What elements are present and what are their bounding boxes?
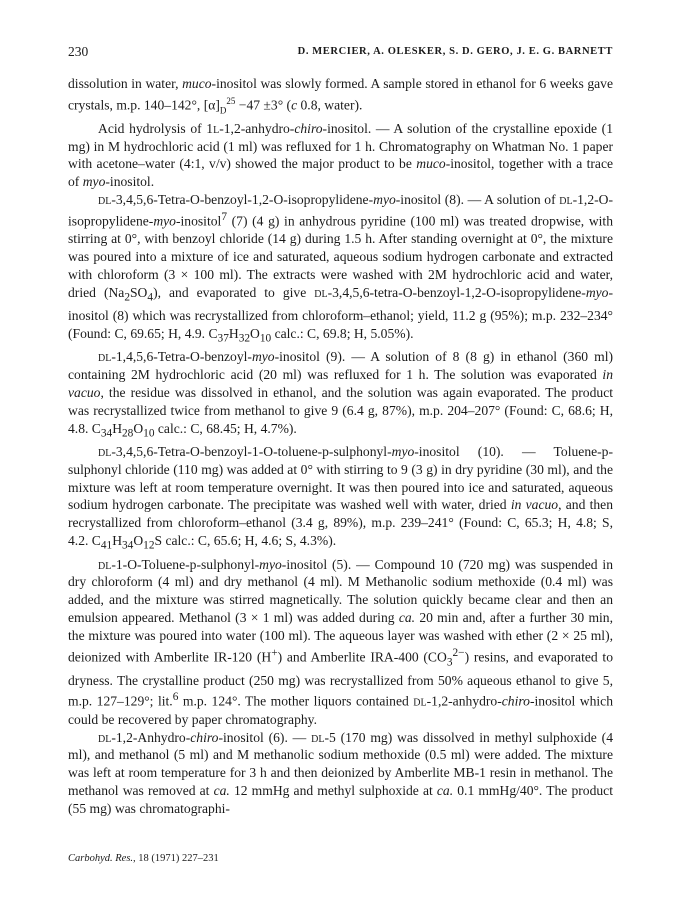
paragraph-6: dl-1-O-Toluene-p-sulphonyl-myo-inositol (5). — Compound 10 (720 mg) was suspended in dry chloroform (4 ml) and dry methanol (4 ml). M Methanolic sodium methoxide (0.4 ml) was added, and the mixture was stirred magnetically. The solution quickly became clear and then an emulsion appeared. Methanol (3 × 1 ml) was added during ca. 20 min and, after a further 30 min, the mixture was poured into water (100 ml). The aqueous layer was washed with ether (2 × 25 ml), deionized with Amberlite IR-120 (H+) and Amberlite IRA-400 $(CO_3^{2-})$ resins, and evaporated to dryness. The crystalline product (250 mg) was recrystallized from 50% aqueous ethanol to give 5, m.p. 127–129°; lit.$^6$ m.p. 124°. The mother liquors contained dl-1,2-anhydro-chiro-inositol which could be recovered by paper chromatography. bbox=[68, 556, 614, 727]
running-head: D. MERCIER, A. OLESKER, S. D. GERO, J. E. G. BARNETT bbox=[297, 46, 613, 57]
paragraph-2: Acid hydrolysis of 1l-1,2-anhydro-chiro-inositol. — A solution of the crystalline epoxide (1 mg) in M hydrochloric acid (1 ml) was refluxed for 1 h. Chromatography on Whatman No. 1 paper with acetone–water (4:1, v/v) showed the major product to be muco-inositol, together with a trace of myo-inositol. bbox=[68, 120, 614, 190]
paragraph-3: dl-3,4,5,6-Tetra-O-benzoyl-1,2-O-isopropylidene-myo-inositol (8). — A solution of dl-1,2-O-isopropylidene-myo-inositol$^7$ (7) (4 g) in anhydrous pyridine (100 ml) was treated dropwise, with stirring at 0°, with benzoyl chloride (14 g) during 1.5 h. After standing overnight at 0°, the mixture was poured into a mixture of ice and saturated, aqueous sodium hydrogen carbonate and extracted with chloroform (3 × 100 ml). The extracts were washed with 2M hydrochloric acid and water, dried $(Na_2SO_4)$, and evaporated to give dl-3,4,5,6-tetra-O-benzoyl-1,2-O-isopropylidene-myo-inositol (8) which was recrystallized from chloroform–ethanol; yield, 11.2 g (95%); m.p. 232–234° (Found: C, 69.65; H, 4.9. $C_{37}H_{32}O_{10}$ calc.: C, 69.8; H, 5.05%). bbox=[68, 192, 613, 345]
page-header bbox=[68, 44, 613, 64]
page-footer bbox=[68, 853, 219, 864]
paragraph-4: dl-1,4,5,6-Tetra-O-benzoyl-myo-inositol (9). — A solution of 8 (8 g) in ethanol (360 ml) containing 2M hydrochloric acid (20 ml) was refluxed for 1 h. The solution was evaporated in vacuo, the residue was dissolved in ethanol, and the solution was again evaporated. The product was recrystallized twice from methanol to give 9 (6.4 g, 87%), m.p. 204–207° (Found: C, 68.6; H, 4.8. $C_{34}H_{28}O_{10}$ calc.: C, 68.45; H, 4.7%). bbox=[68, 349, 613, 440]
paragraph-5: dl-3,4,5,6-Tetra-O-benzoyl-1-O-toluene-p-sulphonyl-myo-inositol (10). — Toluene-p-sulphonyl chloride (110 mg) was added at 0° with stirring to 9 (3 g) in dry pyridine (30 ml), and the mixture was left at room temperature overnight. It was then poured into ice and saturated, aqueous sodium hydrogen carbonate. The precipitate was washed well with water, dried in vacuo, and then recrystallized from chloroform–ethanol (3.4 g, 89%), m.p. 239–241° (Found: C, 65.3; H, 4.8; S, 4.2. $C_{41}H_{34}O_{12}S$ calc.: C, 65.6; H, 4.6; S, 4.3%). bbox=[68, 444, 613, 552]
paragraph-7: dl-1,2-Anhydro-chiro-inositol (6). — dl-5 (170 mg) was dissolved in methyl sulphoxide (4 ml), and methanol (5 ml) and M methanolic sodium methoxide (0.5 ml) were added. The mixture was left at room temperature for 3 h and then deionized by Amberlite MB-1 resin in methanol. The methanol was removed at ca. 12 mmHg and methyl sulphoxide at ca. 0.1 mmHg/40°. The product (55 mg) was chromatographi- bbox=[68, 729, 613, 816]
article-body bbox=[68, 75, 613, 818]
paragraph-1: dissolution in water, muco-inositol was slowly formed. A sample stored in ethanol for 6 weeks gave crystals, m.p. 140–142°, $[\alpha]_D^{25} -47 \pm 3^\circ$ (c 0.8, water). bbox=[68, 76, 613, 116]
journal-citation: 18 (1971) 227–231 bbox=[138, 853, 219, 864]
journal-name: Carbohyd. Res., bbox=[68, 853, 136, 864]
page-number: 230 bbox=[68, 44, 89, 59]
